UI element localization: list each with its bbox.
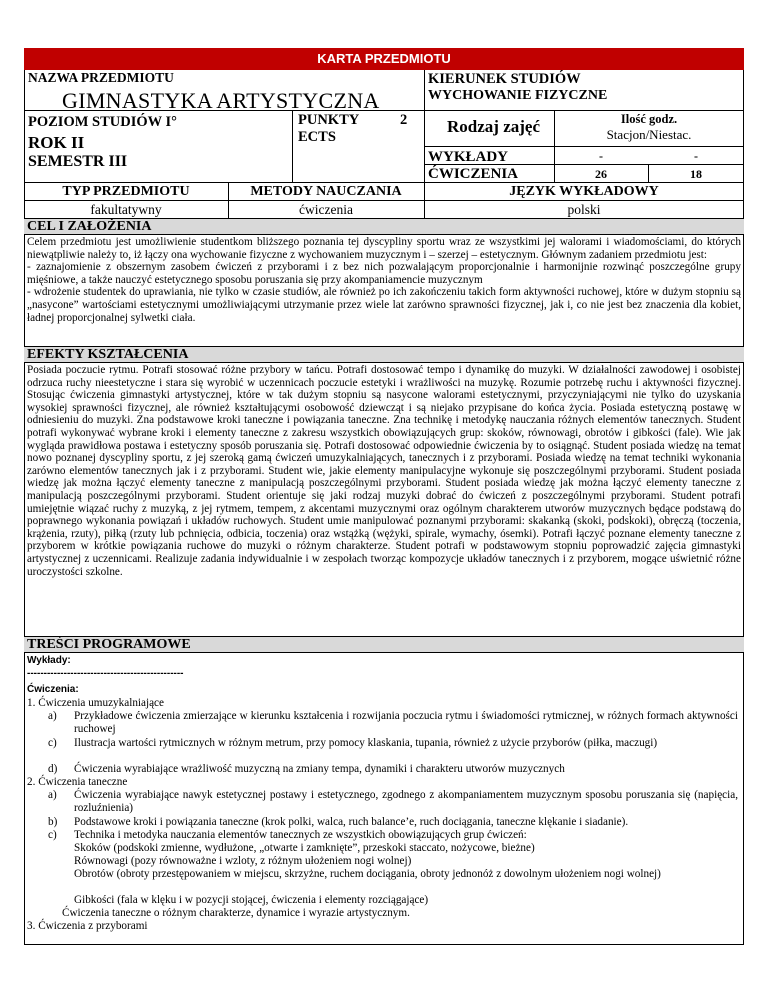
sub-item: Gibkości (fala w klęku i w pozycji stojącej, ćwiczenia i elementy rozciągające) bbox=[74, 894, 429, 906]
semester: SEMESTR III bbox=[28, 153, 128, 170]
lectures-stationary: - bbox=[599, 149, 603, 163]
exercises-label: Ćwiczenia: bbox=[27, 684, 79, 695]
exercises-extramural: 18 bbox=[690, 167, 702, 181]
section-summary: Ćwiczenia taneczne o różnym charakterze, dynamice i wyrazie artystycznym. bbox=[62, 907, 410, 919]
section-title: 1. Ćwiczenia umuzykalniające bbox=[27, 697, 164, 709]
goals-text bbox=[27, 236, 741, 324]
item-marker: a) bbox=[48, 789, 57, 801]
level-label: POZIOM STUDIÓW I° bbox=[28, 114, 177, 130]
divider bbox=[424, 146, 744, 147]
item-marker: a) bbox=[48, 710, 57, 722]
language-value: polski bbox=[567, 202, 601, 217]
item-marker: c) bbox=[48, 737, 57, 749]
lectures-label: Wykłady: bbox=[27, 655, 71, 666]
list-item: Ćwiczenia wyrabiające wrażliwość muzyczną na zmiany tempa, dynamiki i charakteru utworów muzycznych bbox=[74, 763, 565, 775]
divider bbox=[24, 200, 744, 201]
language-label: JĘZYK WYKŁADOWY bbox=[509, 184, 659, 199]
card-header: KARTA PRZEDMIOTU bbox=[24, 48, 744, 70]
item-marker: d) bbox=[48, 763, 58, 775]
list-item: Przykładowe ćwiczenia zmierzające w kierunku kształcenia i rozwijania poczucia rytmu i świadomości rytmicznej, w różnych formach aktywności ruchowej bbox=[74, 710, 738, 735]
class-type-label: Rodzaj zajęć bbox=[447, 117, 540, 136]
methods-value: ćwiczenia bbox=[299, 202, 353, 217]
divider bbox=[24, 182, 744, 183]
subject-label: NAZWA PRZEDMIOTU bbox=[28, 70, 174, 85]
lectures-placeholder: ----------------------------------------------- bbox=[27, 668, 184, 679]
list-item: Technika i metodyka nauczania elementów tanecznych ze wszystkich obowiązujących grup ćwiczeń: bbox=[74, 829, 527, 841]
type-label: TYP PRZEDMIOTU bbox=[62, 184, 190, 199]
effects-heading: EFEKTY KSZTAŁCENIA bbox=[24, 346, 744, 363]
exercises-row-label: ĆWICZENIA bbox=[428, 166, 519, 182]
sub-item: Obrotów (obroty przestępowaniem w miejscu, skrzyżne, ruchem dociągania, obroty jednonóż z dowolnym ułożeniem nogi wolnej) bbox=[74, 868, 661, 880]
hours-label: Ilość godz. bbox=[620, 112, 678, 126]
goals-heading: CEL I ZAŁOŻENIA bbox=[24, 218, 744, 235]
subject-name: GIMNASTYKA ARTYSTYCZNA bbox=[62, 88, 380, 113]
goals-paragraph: - zaznajomienie z obszernym zasobem ćwiczeń z przyborami i z bez nich pozwalającym proporcjonalnie i harmonijnie rozwinąć poszczególne grupy mięśniowe, a także nauczyć estetycznego sposobu poruszania się przy akompaniamencie muzycznym bbox=[27, 261, 741, 286]
list-item: Podstawowe kroki i powiązania taneczne (krok polki, walca, ruch balance’e, ruch dociągania, taneczne klękanie i siadanie). bbox=[74, 816, 629, 828]
goals-paragraph: Celem przedmiotu jest umożliwienie studentkom bliższego poznania tej dyscypliny sportu wraz ze wszystkimi jej walorami i wiadomościami, do których niewątpliwie należy to, iż łączy ona wychowanie fizyczne z wychowaniem muzycznym i – szerzej – estetycznym. Głównym zadaniem przedmiotu jest: bbox=[27, 236, 741, 261]
list-item: Ćwiczenia wyrabiające nawyk estetycznej postawy i estetycznego, zgodnego z akompaniamentem muzycznym sposobu poruszania się (napięcia, rozluźnienia) bbox=[74, 789, 738, 814]
effects-text: Posiada poczucie rytmu. Potrafi stosować różne przybory w tańcu. Potrafi dostosować tempo i dynamikę do muzyki. W działalności zawodowej i osobistej odrzuca ruchy nieestetyczne i stara się wyrobić w uczennicach poczucie estetyki i wrażliwości na muzykę. Rozumie potrzebę ruchu i aktywności fizycznej. Stosując ćwiczenia gimnastyki artystycznej, które w tak dużym stopniu są nasycone walorami estetycznymi, przyczyniającymi nie tylko do uzyskania wysokiej sprawności fizycznej, ale również kształtującymi osobowość dziewcząt i są niejako przypisane do końca życia. Posiada estetyczną postawę w odniesieniu do muzyki. Zna podstawowe kroki taneczne i powiązania taneczne. Zna technikę i metodykę nauczania różnych elementów tanecznych. Student potrafi wykonywać wybrane kroki i elementy taneczne z zakresu wszystkich obowiązujących grup: skoków, równowagi, obrotów i gibkości (fale). Wie jak wygląda prawidłowa postawa i estetyczny sposób poruszania się. Potrafi dostosować odpowiednie ćwiczenia by to osiągnąć. Student posiada wiedzę na temat nowo poznanej dyscypliny sportu, z jej szeroką gamą ćwiczeń umuzykalniających, tanecznych i z przyborami. Posiada wiedzę na temat techniki wykonania zarówno elementów tanecznych jak i z przyborami. Student wie, jakie elementy manipulacyjne wykonuje się poszczególnymi przyborami. Student posiada wiedzę jak można łączyć elementy taneczne z manipulacją poszczególnymi przyborami. Student posiada wiedzę jak można łączyć elementy taneczne z manipulacją poszczególnymi przyborami. Student orientuje się jaki rodzaj muzyki dobrać do ćwiczeń z poszczególnymi przyborami. Student potrafi umiejętnie wiązać ruchy z muzyką, z jej rytmem, tempem, z akcentami muzycznymi oraz ogólnym charakterem utworów muzycznych będące podstawą do poprawnego wykonania powiązań i układów ruchowych. Student umie manipulować poznanymi przyborami: skakanką (skoki, podskoki), obręczą (toczenia, krążenia, rzuty), piłką (rzuty lub pchnięcia, odbicia, toczenia) oraz wstążką (wężyki, spirale, wymachy, ósemki). Potrafi łączyć poznane elementy taneczne z przyborem w krótkie powiązania ruchowe do muzyki o różnym charakterze. Student potrafi w podstawowym stopniu poprowadzić zajęcia gimnastyki artystycznej z uczennicami. Realizuje zadania indywidualnie i w zespołach tworząc kompozycje układów tanecznych i z przyborem, mogące uświetnić różne uroczystości szkolne. bbox=[27, 364, 741, 578]
hours-sublabel: Stacjon/Niestac. bbox=[606, 127, 692, 142]
sub-item: Skoków (podskoki zmienne, wydłużone, „otwarte i zamknięte”, przeskoki staccato, nożycowe, bieżne) bbox=[74, 842, 535, 854]
methods-label: METODY NAUCZANIA bbox=[250, 184, 402, 199]
type-value: fakultatywny bbox=[90, 202, 162, 217]
ects-value: 2 bbox=[400, 112, 408, 128]
study-year: ROK II bbox=[28, 133, 85, 152]
sub-item: Równowagi (pozy równoważne i wzloty, z różnym ułożeniem nogi wolnej) bbox=[74, 855, 412, 867]
content-heading: TREŚCI PROGRAMOWE bbox=[24, 636, 744, 653]
ects-label: ECTS bbox=[298, 129, 336, 145]
goals-paragraph: - wdrożenie studentek do uprawiania, nie tylko w czasie studiów, ale również po ich zakończeniu takich form aktywności ruchowej, które w dużym stopniu są „nasycone” wartościami estetycznymi umożliwiającymi utrzymanie przez wiele lat zarówno sprawności fizycznej, jak i, co nie jest bez znaczenia dla kobiet, ładnej proporcjonalnej sylwetki ciała. bbox=[27, 286, 741, 324]
field-name: WYCHOWANIE FIZYCZNE bbox=[428, 88, 608, 103]
lectures-extramural: - bbox=[694, 149, 698, 163]
ects-label: PUNKTY bbox=[298, 112, 360, 128]
lectures-row-label: WYKŁADY bbox=[428, 149, 509, 165]
divider bbox=[424, 70, 425, 110]
list-item: Ilustracja wartości rytmicznych w różnym metrum, przy pomocy klaskania, tupania, również z użycie przyborów (piłka, maczugi) bbox=[74, 737, 658, 749]
section-title: 3. Ćwiczenia z przyborami bbox=[27, 920, 148, 932]
item-marker: c) bbox=[48, 829, 57, 841]
item-marker: b) bbox=[48, 816, 58, 828]
exercises-stationary: 26 bbox=[595, 167, 607, 181]
field-label: KIERUNEK STUDIÓW bbox=[428, 71, 581, 87]
section-title: 2. Ćwiczenia taneczne bbox=[27, 776, 128, 788]
divider bbox=[292, 110, 293, 182]
